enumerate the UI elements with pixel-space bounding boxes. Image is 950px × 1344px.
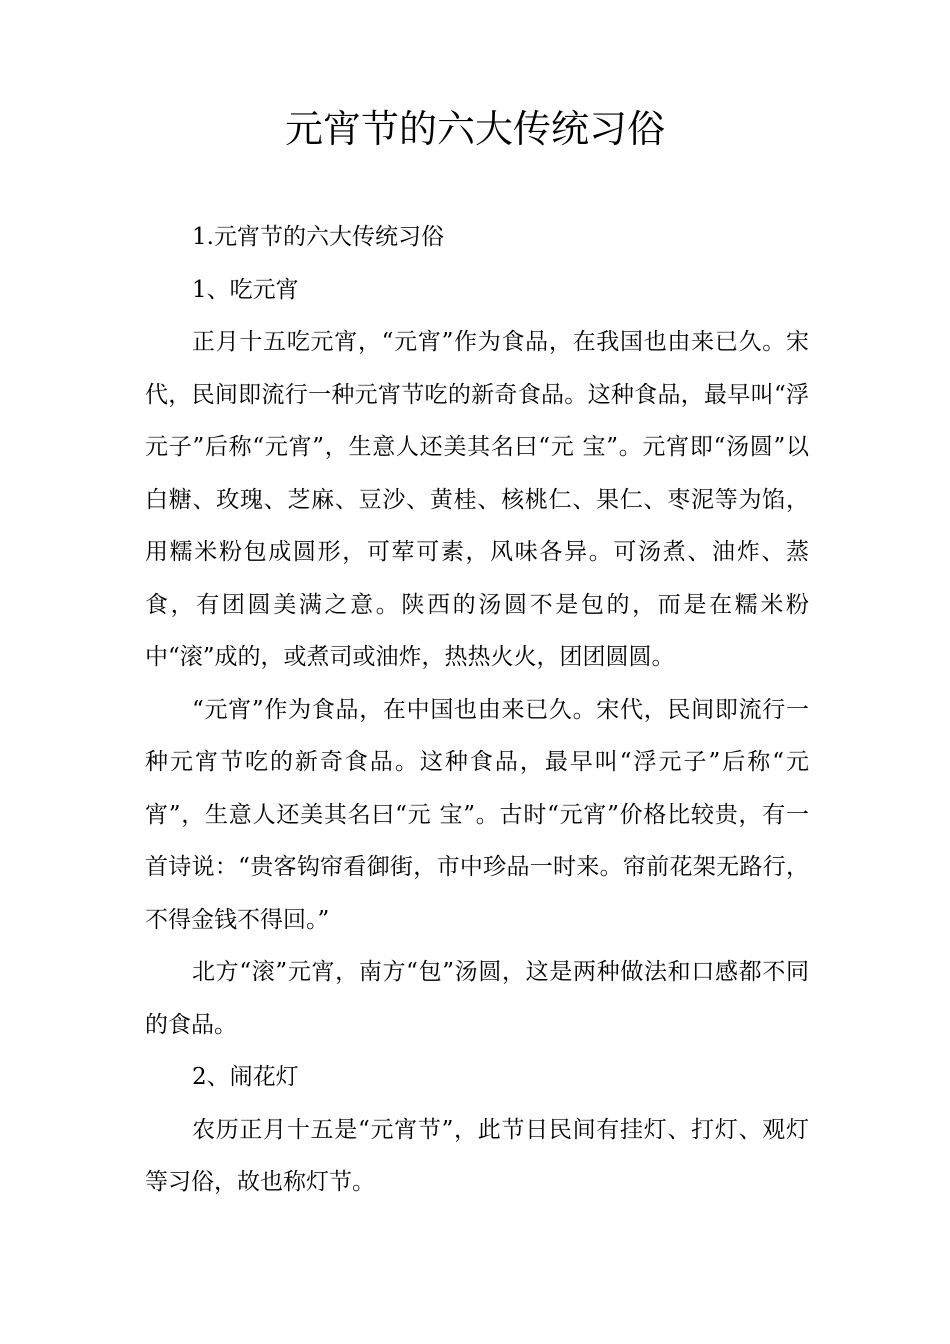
paragraph: 北方“滚”元宵，南方“包”汤圆，这是两种做法和口感都不同的食品。 — [145, 959, 809, 1038]
section-heading-lanterns: 2、闹花灯 — [192, 1064, 299, 1090]
section-heading-eat-yuanxiao: 1、吃元宵 — [192, 276, 299, 303]
paragraph: 正月十五吃元宵，“元宵”作为食品，在我国也由来已久。宋代，民间即流行一种元宵节吃的新奇食品。这种食品，最早叫“浮元子”后称“元宵”，生意人还美其名曰“元 宝”。元宵即“汤圆”以白糖、玫瑰、芝麻、豆沙、黄桂、核桃仁、果仁、枣泥等为馅，用糯米粉包成圆形，可荤可素，风味各异。可汤煮、油炸、蒸食，有团圆美满之意。陕西的汤圆不是包的，而是在糯米粉中“滚”成的，或煮司或油炸，热热火火，团团圆圆。 — [145, 329, 809, 670]
paragraph: “元宵”作为食品，在中国也由来已久。宋代，民间即流行一种元宵节吃的新奇食品。这种食品，最早叫“浮元子”后称“元宵”，生意人还美其名曰“元 宝”。古时“元宵”价格比较贵，有一首诗说：“贵客钩帘看御街，市中珍品一时来。帘前花架无路行，不得金钱不得回。” — [145, 696, 809, 933]
paragraph: 农历正月十五是“元宵节”，此节日民间有挂灯、打灯、观灯等习俗，故也称灯节。 — [145, 1116, 809, 1195]
document-body — [145, 211, 809, 1209]
page-title: 元宵节的六大传统习俗 — [284, 107, 665, 151]
paragraph-heading: 1.元宵节的六大传统习俗 — [192, 224, 444, 250]
